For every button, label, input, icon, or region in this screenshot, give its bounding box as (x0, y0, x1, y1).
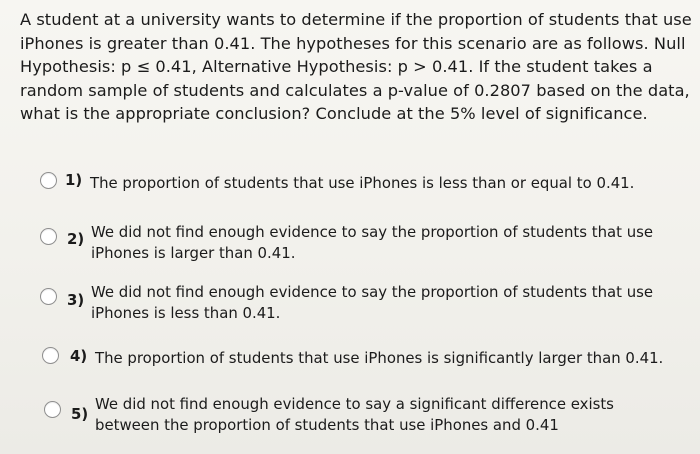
radio-button-icon[interactable] (40, 172, 57, 189)
question-text: A student at a university wants to determine if the proportion of students that use iPhones is greater than 0.41. The hypotheses for this scenario are as follows. Null Hypothesis: p ≤ 0.41, Alternative Hypothesis: p > 0.41. If the student takes a random sample of students and calculates a p-value of 0.2807 based on the data, what is the appropriate conclusion? Conclude at the 5% level of significance. (20, 10, 692, 124)
answer-option-4[interactable] (0, 343, 700, 373)
radio-button-icon[interactable] (40, 288, 57, 305)
option-number: 1) (65, 171, 83, 189)
radio-button-icon[interactable] (42, 347, 59, 364)
option-number: 2) (67, 230, 85, 248)
option-label: We did not find enough evidence to say a significant difference exists between the proportion of students that use iPhones and 0.41 (95, 395, 614, 434)
option-label: We did not find enough evidence to say the proportion of students that use iPhones is less than 0.41. (91, 283, 654, 322)
answer-option-3[interactable] (0, 282, 700, 328)
option-number: 5) (71, 405, 89, 423)
radio-button-icon[interactable] (44, 401, 61, 418)
option-label: The proportion of students that use iPhones is significantly larger than 0.41. (95, 349, 664, 367)
option-number: 4) (70, 347, 88, 365)
option-number: 3) (67, 291, 85, 309)
radio-button-icon[interactable] (40, 228, 57, 245)
answer-option-5[interactable] (0, 394, 700, 440)
answer-option-2[interactable] (0, 222, 700, 268)
answer-option-1[interactable] (0, 168, 700, 198)
option-label: The proportion of students that use iPhones is less than or equal to 0.41. (90, 174, 635, 192)
option-label: We did not find enough evidence to say the proportion of students that use iPhones is larger than 0.41. (91, 223, 654, 262)
